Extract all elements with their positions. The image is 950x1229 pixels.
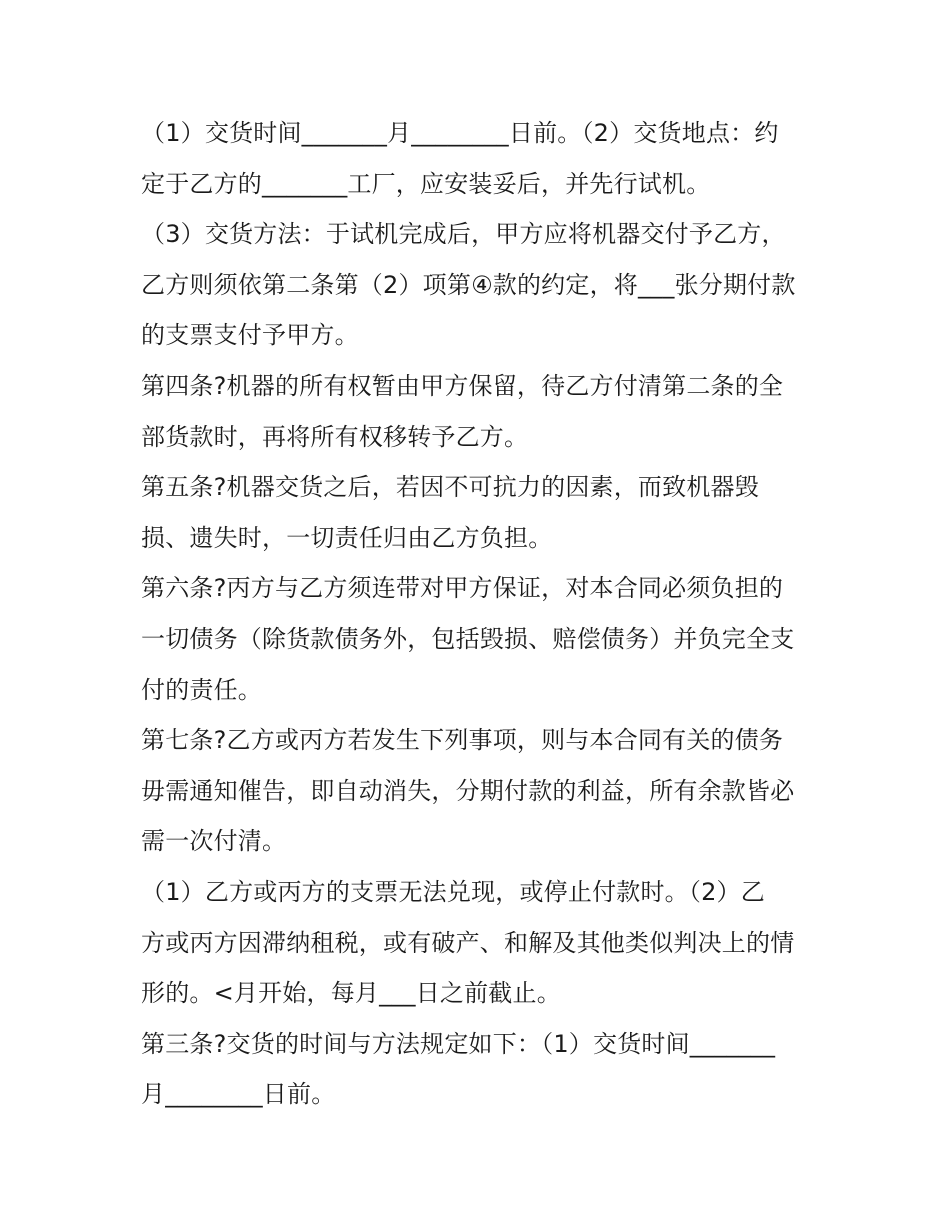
text-line-13: 第七条?乙方或丙方若发生下列事项，则与本合同有关的债务 bbox=[141, 726, 784, 755]
text-line-1: （1）交货时间_______月________日前。（2）交货地点：约 bbox=[141, 119, 779, 147]
text-line-2: 定于乙方的_______工厂，应安装妥后，并先行试机。 bbox=[141, 169, 711, 198]
text-line-3: （3）交货方法：于试机完成后，甲方应将机器交付予乙方， bbox=[141, 220, 786, 249]
text-line-6: 第四条?机器的所有权暂由甲方保留，待乙方付清第二条的全 bbox=[141, 371, 784, 400]
document-body bbox=[141, 108, 821, 1120]
text-line-15: 需一次付清。 bbox=[141, 827, 287, 856]
text-line-7: 部货款时，再将所有权移转予乙方。 bbox=[141, 422, 529, 451]
text-line-20: 月________日前。 bbox=[141, 1080, 336, 1109]
text-line-19: 第三条?交货的时间与方法规定如下：（1）交货时间_______ bbox=[141, 1029, 776, 1058]
text-line-9: 损、遗失时，一切责任归由乙方负担。 bbox=[141, 523, 553, 552]
text-line-10: 第六条?丙方与乙方须连带对甲方保证，对本合同必须负担的 bbox=[141, 574, 784, 603]
text-line-11: 一切债务（除货款债务外，包括毁损、赔偿债务）并负完全支 bbox=[141, 624, 795, 653]
text-line-18: 形的。<月开始，每月___日之前截止。 bbox=[141, 979, 561, 1008]
text-line-17: 方或丙方因滞纳租税，或有破产、和解及其他类似判决上的情 bbox=[141, 928, 795, 957]
text-line-12: 付的责任。 bbox=[141, 675, 262, 704]
text-line-14: 毋需通知催告，即自动消失，分期付款的利益，所有余款皆必 bbox=[141, 776, 795, 805]
text-line-16: （1）乙方或丙方的支票无法兑现，或停止付款时。（2）乙 bbox=[141, 877, 765, 906]
text-line-4: 乙方则须依第二条第（2）项第④款的约定，将___张分期付款 bbox=[141, 270, 796, 299]
text-line-5: 的支票支付予甲方。 bbox=[141, 321, 359, 350]
text-line-8: 第五条?机器交货之后，若因不可抗力的因素，而致机器毁 bbox=[141, 473, 759, 502]
